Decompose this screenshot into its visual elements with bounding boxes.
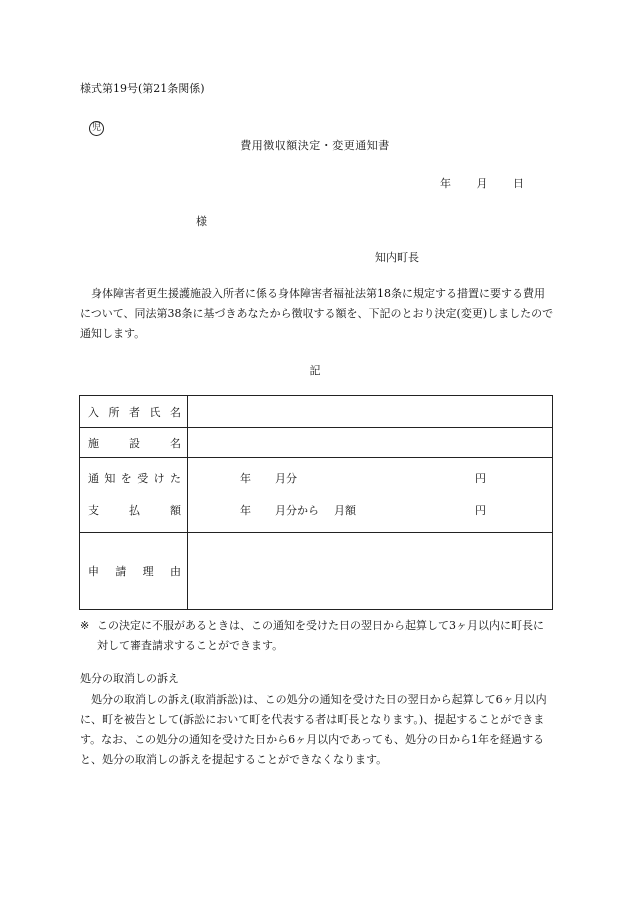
issuer-name: 知内町長 (375, 251, 419, 264)
payment-year: 年 (240, 472, 251, 485)
payment-row-single (188, 463, 552, 495)
facility-label-cell (80, 428, 188, 458)
appeal-heading: 処分の取消しの訴え (80, 672, 179, 685)
payment-label-line1: 通知を受けた (88, 472, 181, 485)
date-year-label: 年 (440, 177, 451, 190)
ki-heading: 記 (309, 364, 321, 377)
monthly-year: 年 (240, 504, 251, 517)
resident-name-value (188, 396, 553, 428)
facility-value (188, 428, 553, 458)
resident-name-label: 入所者氏名 (88, 405, 181, 419)
appeal-text: 処分の取消しの訴え(取消訴訟)は、この処分の通知を受けた日の翌日から起算して6ヶ月以内に、町を被告として(訴訟において町を代表する者は町長となります。)、提起することができます。なお、この処分の通知を受けた日から6ヶ月以内であっても、処分の日から1年を経過すると、処分の取消しの訴えを提起することができなくなります。 (80, 693, 547, 766)
payment-month: 月分 (275, 472, 297, 485)
reason-value (188, 533, 553, 610)
monthly-amount-label: 月額 (334, 504, 356, 517)
details-table (79, 395, 553, 610)
payment-yen: 円 (475, 472, 486, 485)
reason-label-cell (80, 533, 188, 610)
circled-character-seal: 児 (89, 121, 104, 136)
payment-label-cell (80, 458, 188, 533)
note-mark: ※ (80, 619, 90, 632)
document-title: 費用徴収額決定・変更通知書 (240, 139, 390, 152)
notice-body: 身体障害者更生援護施設入所者に係る身体障害者福祉法第18条に規定する措置に要する費用について、同法第38条に基づきあなたから徴収する額を、下記のとおり決定(変更)しましたので通知します。 (80, 287, 554, 340)
date-month-label: 月 (476, 177, 488, 190)
facility-label: 施設名 (88, 436, 181, 450)
date-line (440, 175, 524, 191)
payment-label-line2: 支払額 (88, 504, 181, 517)
review-notice-text: この決定に不服があるときは、この通知を受けた日の翌日から起算して3ヶ月以内に町長に対して審査請求することができます。 (97, 619, 544, 652)
recipient-honorific: 様 (196, 215, 207, 228)
resident-name-label-cell (80, 396, 188, 428)
payment-value-cell (188, 458, 553, 533)
review-notice (80, 616, 554, 656)
payment-row-monthly (188, 495, 552, 527)
monthly-from: 月分から (275, 504, 319, 517)
form-number: 様式第19号(第21条関係) (80, 82, 205, 95)
date-day-label: 日 (513, 177, 524, 190)
reason-label: 申請理由 (88, 565, 181, 578)
monthly-yen: 円 (475, 504, 486, 517)
